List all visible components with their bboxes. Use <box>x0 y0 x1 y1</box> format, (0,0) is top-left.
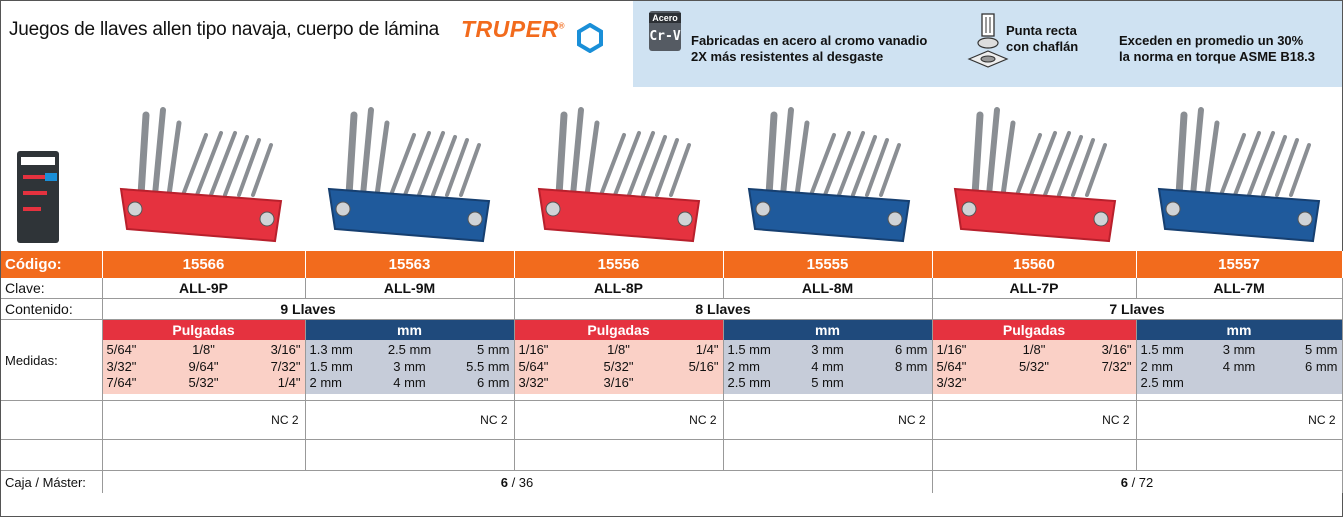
size-value: 1/8" <box>1022 342 1046 357</box>
mm-header: mm <box>724 320 932 340</box>
size-value: 1/4" <box>695 342 719 357</box>
code-cell: 15566 <box>102 251 305 278</box>
size-value: 1.5 mm <box>1140 342 1184 357</box>
caja-label: Caja / Máster: <box>1 471 102 494</box>
code-cell: 15556 <box>514 251 723 278</box>
caja-cell: 6 / 72 <box>932 471 1342 494</box>
size-value: 3 mm <box>811 342 844 357</box>
empty-row <box>1 440 1342 471</box>
code-cell: 15557 <box>1136 251 1342 278</box>
size-value: 6 mm <box>476 375 510 391</box>
medidas-cell <box>1136 320 1342 401</box>
nc-cell: NC 2 <box>723 401 932 440</box>
size-list <box>1137 340 1342 394</box>
code-cell: 15563 <box>305 251 514 278</box>
feature-banner <box>633 1 1342 87</box>
size-value: 8 mm <box>894 358 928 374</box>
size-value: 5/64" <box>936 358 967 374</box>
code-cell: 15555 <box>723 251 932 278</box>
caja-row <box>1 471 1342 494</box>
nc-cell: NC 2 <box>514 401 723 440</box>
size-value: 2.5 mm <box>1140 375 1184 391</box>
size-list <box>933 340 1136 394</box>
size-value: 4 mm <box>1222 358 1256 374</box>
size-value: 1/16" <box>936 342 967 357</box>
crv-badge-icon: Acero Cr-V <box>649 11 681 51</box>
size-value: 5/32" <box>188 375 219 391</box>
medidas-cell <box>514 320 723 401</box>
size-value: 1/8" <box>192 342 215 357</box>
contenido-cell: 9 Llaves <box>102 299 514 320</box>
size-value: 5 mm <box>811 375 844 391</box>
size-value: 6 mm <box>894 342 928 357</box>
size-value: 1.5 mm <box>727 342 771 357</box>
size-list <box>515 340 723 394</box>
pulgadas-header: Pulgadas <box>933 320 1136 340</box>
pulgadas-header: Pulgadas <box>103 320 305 340</box>
clave-cell: ALL-8P <box>514 278 723 299</box>
mm-header: mm <box>1137 320 1342 340</box>
hex-key-set-blue-icon <box>329 110 489 241</box>
size-value: 2.5 mm <box>387 342 432 357</box>
size-value: 1/4" <box>277 375 301 391</box>
size-list <box>724 340 932 394</box>
size-value: 3/16" <box>1101 342 1132 357</box>
size-value: 7/32" <box>270 358 301 374</box>
size-value: 3 mm <box>1222 342 1256 357</box>
medidas-row <box>1 320 1342 401</box>
size-value: 5 mm <box>476 342 510 357</box>
size-value: 5 mm <box>1304 342 1338 357</box>
size-value: 5/64" <box>106 342 137 357</box>
medidas-cell <box>932 320 1136 401</box>
pulgadas-header: Pulgadas <box>515 320 723 340</box>
feature-tip: Punta recta con chaflán <box>1006 23 1079 54</box>
size-value: 1.5 mm <box>309 358 353 374</box>
size-value: 7/64" <box>106 375 137 391</box>
nc-cell: NC 2 <box>1136 401 1342 440</box>
size-value: 5/32" <box>603 358 634 374</box>
nc-cell: NC 2 <box>102 401 305 440</box>
size-value: 1/16" <box>518 342 549 357</box>
size-value: 3/32" <box>518 375 549 391</box>
size-list <box>306 340 514 394</box>
page-title: Juegos de llaves allen tipo navaja, cuerpo de lámina <box>9 19 440 40</box>
medidas-cell <box>723 320 932 401</box>
nc-row <box>1 401 1342 440</box>
package-icon <box>17 151 59 243</box>
hex-key-set-blue-icon <box>1159 110 1319 241</box>
clave-cell: ALL-7M <box>1136 278 1342 299</box>
clave-cell: ALL-8M <box>723 278 932 299</box>
hex-key-set-red-icon <box>955 110 1115 241</box>
size-value: 1/8" <box>607 342 630 357</box>
contenido-cell: 8 Llaves <box>514 299 932 320</box>
nc-cell: NC 2 <box>932 401 1136 440</box>
size-list <box>103 340 305 394</box>
mm-header: mm <box>306 320 514 340</box>
size-value: 2 mm <box>309 375 342 391</box>
codigo-label: Código: <box>1 251 102 278</box>
nc-cell: NC 2 <box>305 401 514 440</box>
size-value: 5/64" <box>518 358 549 374</box>
medidas-cell <box>305 320 514 401</box>
clave-cell: ALL-9P <box>102 278 305 299</box>
straight-tip-icon <box>967 13 1009 71</box>
medidas-label: Medidas: <box>1 320 102 401</box>
size-value: 5.5 mm <box>466 358 510 374</box>
contenido-cell: 7 Llaves <box>932 299 1342 320</box>
hex-key-set-red-icon <box>539 110 699 241</box>
hex-key-set-red-icon <box>121 110 281 241</box>
size-value: 2 mm <box>727 358 760 374</box>
hex-logo-icon <box>575 23 605 53</box>
code-cell: 15560 <box>932 251 1136 278</box>
size-value: 7/32" <box>1101 358 1132 374</box>
feature-torque: Exceden en promedio un 30% la norma en torque ASME B18.3 <box>1119 33 1316 64</box>
product-images <box>1 87 1342 251</box>
caja-cell: 6 / 36 <box>102 471 932 494</box>
contenido-row <box>1 299 1342 320</box>
size-value: 2.5 mm <box>727 375 771 391</box>
size-value: 6 mm <box>1304 358 1338 374</box>
contenido-label: Contenido: <box>1 299 102 320</box>
size-value: 4 mm <box>393 375 426 391</box>
hex-key-set-blue-icon <box>749 110 909 241</box>
medidas-cell <box>102 320 305 401</box>
size-value: 2 mm <box>1140 358 1173 374</box>
feature-steel: Fabricadas en acero al cromo vanadio 2X más resistentes al desgaste <box>691 33 928 64</box>
clave-label: Clave: <box>1 278 102 299</box>
code-row <box>1 251 1342 278</box>
size-value: 1.3 mm <box>309 342 353 357</box>
size-value: 4 mm <box>811 358 844 374</box>
header <box>1 1 1342 87</box>
specs-table <box>1 251 1343 493</box>
brand-logo: TRUPER® <box>461 16 565 42</box>
nc-blank <box>1 401 102 440</box>
size-value: 5/16" <box>688 358 719 374</box>
size-value: 3/32" <box>106 358 137 374</box>
clave-cell: ALL-9M <box>305 278 514 299</box>
size-value: 3/32" <box>936 375 967 391</box>
size-value: 9/64" <box>188 358 219 374</box>
size-value: 3 mm <box>393 358 426 374</box>
clave-cell: ALL-7P <box>932 278 1136 299</box>
size-value: 5/32" <box>1019 358 1049 374</box>
size-value: 3/16" <box>603 375 634 391</box>
clave-row <box>1 278 1342 299</box>
size-value: 3/16" <box>270 342 301 357</box>
